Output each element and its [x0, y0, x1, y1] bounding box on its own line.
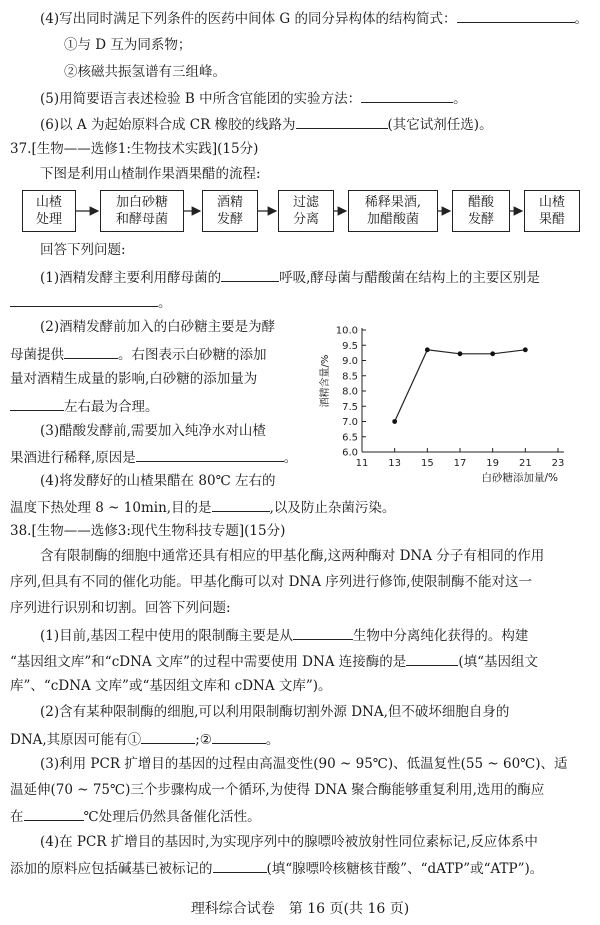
answer-blank[interactable] [406, 651, 458, 666]
q36-part5: (5)用简要语言表述检验 B 中所含官能团的实验方法： 。 [40, 88, 467, 108]
y-tick-label: 7.0 [342, 417, 358, 428]
answer-blank[interactable] [64, 344, 118, 359]
q36-part4: (4)写出同时满足下列条件的医药中间体 G 的同分异构体的结构简式： 。 [40, 8, 588, 28]
q38-part4-line2: 添加的原料应包括碱基已被标记的 (填“腺嘌呤核糖核苷酸”、“dATP”或“ATP”)。 [10, 858, 543, 878]
answer-blank[interactable] [10, 292, 158, 307]
q37-header: 37.[生物——选修1:生物技术实践](15分) [10, 141, 259, 157]
q38-part1-line2: “基因组文库”和“cDNA 文库”的过程中需要使用 DNA 连接酶的是 (填“基因组文 [10, 651, 538, 671]
x-axis-label: 白砂糖添加量/% [481, 472, 558, 484]
sugar-alcohol-chart [318, 322, 588, 487]
y-tick-label: 8.0 [342, 386, 358, 398]
answer-blank[interactable] [212, 729, 266, 744]
answer-blank[interactable] [361, 88, 453, 103]
y-tick-label: 6.0 [342, 447, 358, 459]
q37-part1: (1)酒精发酵主要利用酵母菌的 呼吸,酵母菌与醋酸菌在结构上的主要区别是 [40, 267, 540, 287]
q38-intro-line1: 含有限制酶的细胞中通常还具有相应的甲基化酶,这两种酶对 DNA 分子有相同的作用 [40, 548, 545, 564]
y-tick-label: 8.5 [342, 371, 358, 383]
flow-step-add-sugar-yeast: 加白砂糖 和酵母菌 [100, 190, 184, 232]
flow-step-hawthorn-prep: 山楂 处理 [22, 190, 76, 232]
answer-blank[interactable] [221, 267, 279, 282]
y-tick-label: 9.0 [342, 356, 358, 367]
flow-step-alcohol-fermentation: 酒精 发酵 [202, 190, 258, 232]
answer-blank[interactable] [296, 114, 388, 129]
data-point [523, 347, 528, 352]
x-tick-label: 21 [518, 458, 532, 469]
y-axis-label: 酒精含量/% [320, 354, 331, 408]
data-point [392, 419, 397, 424]
answer-blank[interactable] [141, 729, 195, 744]
series-line [395, 350, 526, 422]
q38-part4-line1: (4)在 PCR 扩增目的基因时,为实现序列中的腺嘌呤被放射性同位素标记,反应体系中 [40, 834, 538, 850]
flow-step-dilute-add-acetobacter: 稀释果酒, 加醋酸菌 [348, 190, 438, 232]
answer-blank[interactable] [213, 858, 267, 873]
q38-part1-line1: (1)目前,基因工程中使用的限制酶主要是从 生物中分离纯化获得的。构建 [40, 625, 528, 645]
q38-part1-line3: 库”、“cDNA 文库”或“基因组文库和 cDNA 文库”)。 [10, 678, 332, 694]
x-tick-label: 11 [355, 458, 369, 469]
data-point [458, 351, 463, 356]
q37-part2-line2: 母菌提供 。右图表示白砂糖的添加 [10, 344, 267, 364]
q37-part4-line1: (4)将发酵好的山楂果醋在 80℃ 左右的 [40, 473, 276, 489]
q36-part6: (6)以 A 为起始原料合成 CR 橡胶的线路为 (其它试剂任选)。 [40, 114, 493, 134]
y-tick-label: 10.0 [335, 325, 358, 337]
q36-condition-2: ②核磁共振氢谱有三组峰。 [64, 64, 226, 80]
q38-intro-line2: 序列,但具有不同的催化功能。甲基化酶可以对 DNA 序列进行修饰,使限制酶不能对这一 [10, 574, 533, 590]
chart-svg [318, 322, 588, 487]
q38-intro-line3: 序列进行识别和切割。回答下列问题: [10, 600, 231, 616]
q37-intro: 下图是利用山楂制作果酒果醋的流程: [40, 166, 261, 182]
answer-blank[interactable] [10, 396, 64, 411]
process-flow-diagram [22, 190, 582, 234]
q38-part3-line3: 在 ℃处理后仍然具备催化活性。 [10, 806, 261, 826]
q36-condition-1: ①与 D 互为同系物； [64, 37, 192, 53]
q38-header: 38.[生物——选修3:现代生物科技专题](15分) [10, 523, 286, 539]
q37-part2-line3: 量对酒精生成量的影响,白砂糖的添加量为 [10, 371, 258, 387]
flow-step-acetic-fermentation: 醋酸 发酵 [452, 190, 510, 232]
flow-step-hawthorn-vinegar: 山楂 果醋 [524, 190, 580, 232]
page-footer: 理科综合试卷 第 16 页(共 16 页) [190, 901, 410, 917]
flow-step-filter-separate: 过滤 分离 [278, 190, 334, 232]
q37-part4-line2: 温度下热处理 8 ~ 10min,目的是 ,以及防止杂菌污染。 [10, 497, 395, 517]
x-tick-label: 23 [551, 458, 565, 469]
q37-part1-cont: 。 [10, 292, 172, 312]
q37-part3-line1: (3)醋酸发酵前,需要加入纯净水对山楂 [40, 423, 266, 439]
y-tick-label: 7.5 [342, 401, 358, 413]
answer-blank[interactable] [293, 625, 353, 640]
data-point [490, 351, 495, 356]
x-tick-label: 19 [486, 458, 500, 469]
data-point [425, 347, 430, 352]
q37-part3-line2: 果酒进行稀释,原因是 。 [10, 447, 297, 467]
q37-part2-line4: 左右最为合理。 [10, 396, 159, 416]
y-tick-label: 6.5 [342, 432, 358, 444]
answer-blank[interactable] [457, 8, 575, 23]
y-tick-label: 9.5 [342, 340, 358, 352]
q37-answer-prompt: 回答下列问题: [40, 242, 126, 258]
answer-blank[interactable] [24, 806, 84, 821]
q38-part3-line2: 温延伸(70 ~ 75℃)三个步骤构成一个循环,为使得 DNA 聚合酶能够重复利用,选用的酶应 [10, 782, 545, 798]
q37-part2-line1: (2)酒精发酵前加入的白砂糖主要是为酵 [40, 319, 276, 335]
x-tick-label: 17 [453, 458, 467, 469]
q38-part2-line2: DNA,其原因可能有① ;② 。 [10, 729, 279, 749]
q38-part2-line1: (2)含有某种限制酶的细胞,可以利用限制酶切割外源 DNA,但不破坏细胞自身的 [40, 704, 510, 720]
answer-blank[interactable] [212, 497, 270, 512]
q38-part3-line1: (3)利用 PCR 扩增目的基因的过程由高温变性(90 ~ 95℃)、低温复性(55 ~ 60℃)、适 [40, 756, 568, 772]
x-tick-label: 13 [388, 458, 402, 469]
x-tick-label: 15 [420, 458, 434, 469]
answer-blank[interactable] [136, 447, 284, 462]
